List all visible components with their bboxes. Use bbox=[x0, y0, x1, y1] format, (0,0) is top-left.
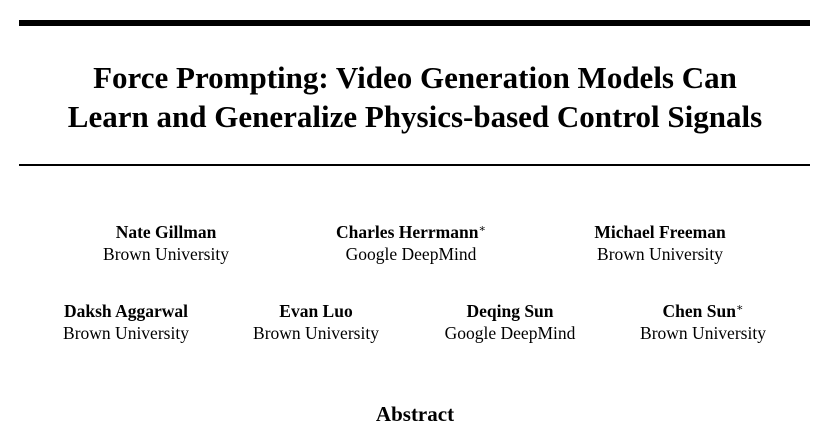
title-bottom-rule bbox=[19, 164, 810, 166]
author-name: Daksh Aggarwal bbox=[64, 301, 188, 321]
paper-title-line-1: Force Prompting: Video Generation Models Can bbox=[93, 60, 737, 95]
author-block-chen-sun bbox=[640, 300, 766, 344]
author-affiliation: Google DeepMind bbox=[345, 244, 477, 264]
top-rule bbox=[19, 20, 810, 26]
author-name: Charles Herrmann∗ bbox=[336, 222, 486, 242]
author-name: Deqing Sun bbox=[466, 301, 554, 321]
author-block-charles-herrmann bbox=[336, 221, 486, 265]
author-block-michael-freeman bbox=[594, 221, 725, 265]
author-affiliation: Brown University bbox=[63, 323, 189, 343]
author-name: Nate Gillman bbox=[115, 222, 217, 242]
author-affiliation: Brown University bbox=[103, 244, 229, 264]
author-block-daksh-aggarwal bbox=[63, 300, 189, 344]
author-name: Evan Luo bbox=[279, 301, 353, 321]
author-name: Michael Freeman bbox=[594, 222, 726, 242]
abstract-heading: Abstract bbox=[375, 402, 455, 426]
equal-advising-mark: ∗ bbox=[735, 302, 744, 314]
paper-title-line-2: Learn and Generalize Physics-based Control Signals bbox=[67, 99, 763, 134]
author-affiliation: Google DeepMind bbox=[444, 323, 576, 343]
author-block-nate-gillman bbox=[103, 221, 229, 265]
author-affiliation: Brown University bbox=[597, 244, 723, 264]
author-affiliation: Brown University bbox=[640, 323, 766, 343]
author-affiliation: Brown University bbox=[253, 323, 379, 343]
author-block-evan-luo bbox=[253, 300, 379, 344]
author-block-deqing-sun bbox=[445, 300, 576, 344]
paper-title bbox=[0, 58, 830, 136]
author-name: Chen Sun∗ bbox=[662, 301, 744, 321]
equal-advising-mark: ∗ bbox=[478, 223, 486, 235]
